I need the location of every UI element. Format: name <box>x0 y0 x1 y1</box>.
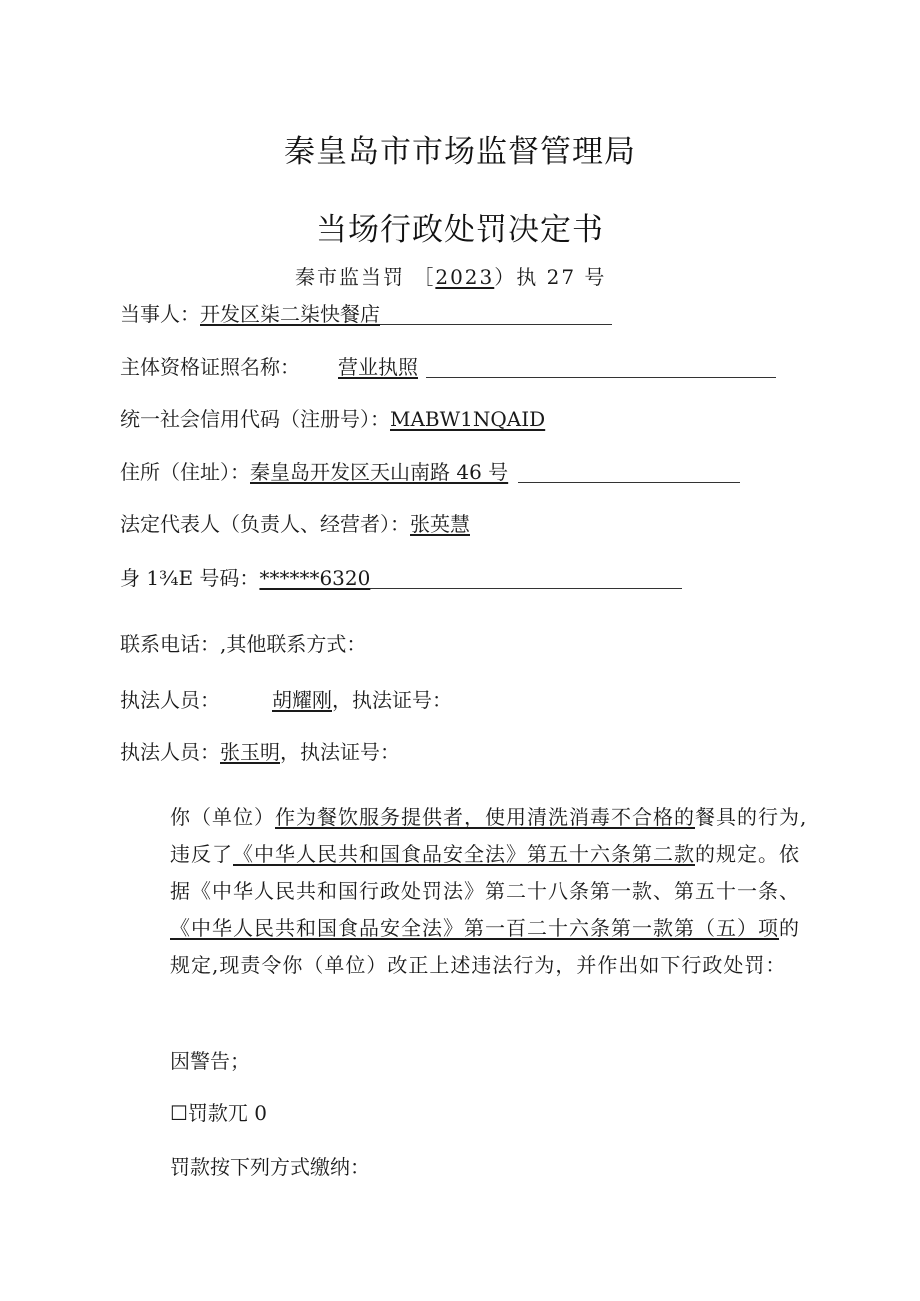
address-row <box>120 457 740 487</box>
license-value: 营业执照 <box>338 355 418 379</box>
violation-description: 作为餐饮服务提供者，使用清洗消毒不合格的 <box>275 805 695 829</box>
doc-number-suffix: ）执 27 号 <box>494 265 607 289</box>
warning-item: 因警告； <box>170 1049 250 1073</box>
decision-addressee: 你（单位） <box>170 805 275 829</box>
violation-text: 餐具的行为,违反了 <box>170 805 808 866</box>
party-row <box>120 299 612 329</box>
document-number: 秦市监当罚 ［2023）执 27 号 <box>295 265 607 289</box>
officer-1-name: 胡耀刚 <box>272 688 332 712</box>
party-blank-line <box>380 302 612 325</box>
legal-rep-row <box>120 509 470 539</box>
doc-number-year: 2023 <box>435 265 495 289</box>
credit-code-row <box>120 404 545 434</box>
decision-paragraph <box>120 799 810 984</box>
penalty-basis-law: 《中华人民共和国食品安全法》第一百二十六条第一款第（五）项 <box>170 916 779 940</box>
credit-code-value: MABW1NQAID <box>390 407 546 431</box>
legal-basis-text: 的规定。依据《中华人民共和国行政处罚法》第二十八条第一款、第五十一条、 <box>170 842 800 903</box>
id-number-row <box>120 563 682 593</box>
payment-method-heading: 罚款按下列方式缴纳： <box>170 1155 370 1179</box>
address-label: 住所（住址）： <box>120 460 250 484</box>
id-number-blank-line <box>370 566 682 589</box>
fine-item: ☐罚款兀 0 <box>170 1101 268 1125</box>
doc-number-prefix: 秦市监当罚 <box>295 265 405 289</box>
address-blank-line <box>518 460 740 483</box>
legal-rep-label: 法定代表人（负责人、经营者）： <box>120 512 410 536</box>
contact-row <box>120 629 366 659</box>
decision-text: 的规定,现责令你（单位）改正上述违法行为，并作出如下行政处罚： <box>170 916 800 977</box>
credit-code-label: 统一社会信用代码（注册号）： <box>120 407 390 431</box>
address-value: 秦皇岛开发区天山南路 46 号 <box>250 460 509 484</box>
violated-law: 《中华人民共和国食品安全法》第五十六条第二款 <box>233 842 695 866</box>
license-row <box>120 352 776 382</box>
officer-2-name: 张玉明 <box>220 740 280 764</box>
officer-cert-label: ，执法证号： <box>280 740 400 764</box>
officer-cert-label: ，执法证号： <box>332 688 452 712</box>
legal-rep-value: 张英慧 <box>410 512 470 536</box>
id-number-label: 身 1¾E 号码： <box>120 566 260 590</box>
officer-label: 执法人员： <box>120 688 220 712</box>
document-title: 当场行政处罚决定书 <box>316 212 604 248</box>
party-value: 开发区柒二柒快餐店 <box>200 302 380 326</box>
license-blank-line <box>426 355 776 378</box>
id-number-value: ******6320 <box>259 566 371 590</box>
officer-row-1 <box>120 685 452 715</box>
agency-title: 秦皇岛市市场监督管理局 <box>284 134 636 170</box>
party-label: 当事人： <box>120 302 200 326</box>
license-label: 主体资格证照名称： <box>120 355 300 379</box>
contact-text: 联系电话：,其他联系方式： <box>120 632 367 656</box>
officer-label: 执法人员： <box>120 740 220 764</box>
officer-row-2 <box>120 737 400 767</box>
